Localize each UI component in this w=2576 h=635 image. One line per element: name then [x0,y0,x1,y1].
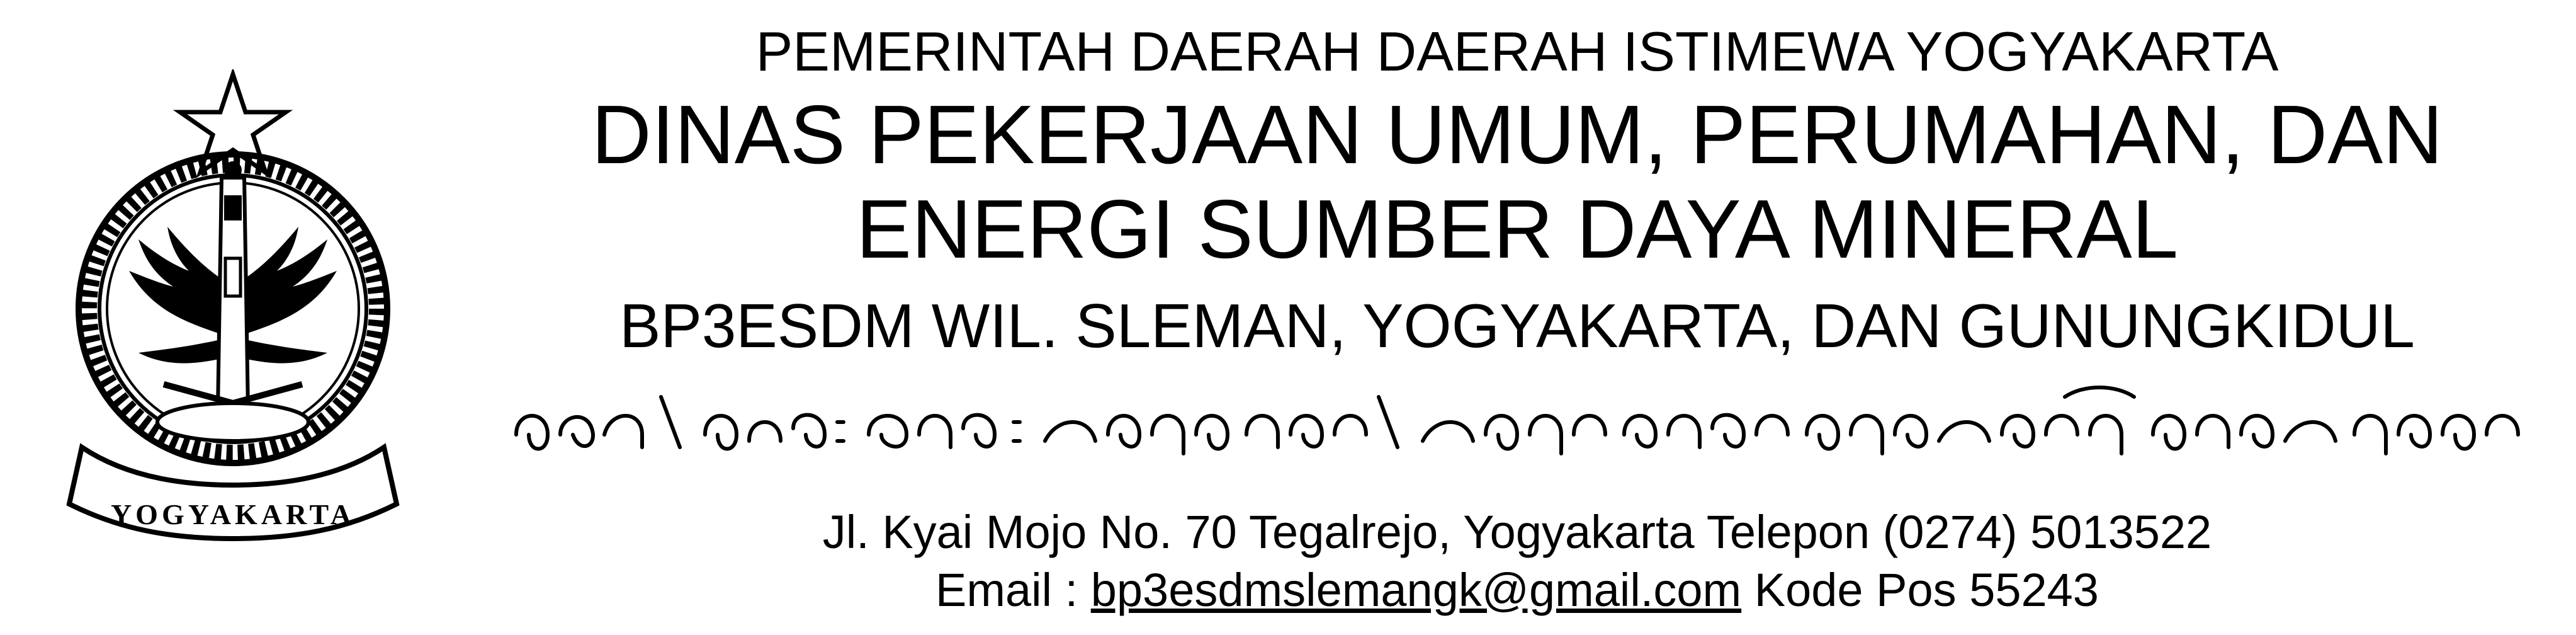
email-label: Email : [935,564,1078,616]
department-title-line1: DINAS PEKERJAAN UMUM, PERUMAHAN, DAN [591,88,2443,181]
letterhead-text [491,0,2543,635]
government-title: PEMERINTAH DAERAH DAERAH ISTIMEWA YOGYAKARTA [755,20,2279,83]
postal-code: Kode Pos 55243 [1754,564,2099,616]
javanese-script-icon [491,372,2543,466]
department-title-line2: ENERGI SUMBER DAYA MINERAL [856,183,2179,275]
email-link[interactable]: bp3esdmslemangk@gmail.com [1090,564,1742,616]
contact-line [491,564,2543,616]
branch-title: BP3ESDM WIL. SLEMAN, YOGYAKARTA, DAN GUNUNGKIDUL [619,291,2415,360]
emblem-ribbon-text: YOGYAKARTA [110,498,356,530]
yogyakarta-emblem-icon [44,69,422,548]
address-line: Jl. Kyai Mojo No. 70 Tegalrejo, Yogyakarta Telepon (0274) 5013522 [822,506,2212,558]
